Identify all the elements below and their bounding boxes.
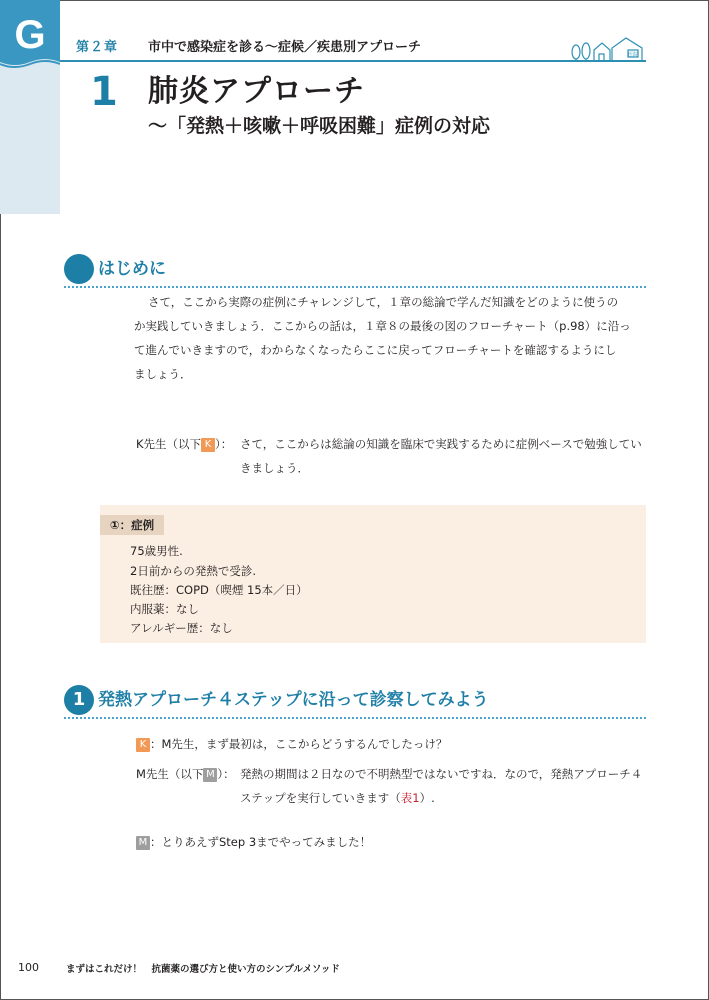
speaker-name: M先生（以下 <box>136 767 204 781</box>
houses-illustration <box>568 34 646 62</box>
heading-bullet <box>64 254 94 284</box>
intro-heading-label: はじめに <box>98 259 166 279</box>
section-subtitle: ～「発熱＋咳嗽＋呼吸困難」症例の対応 <box>148 115 491 137</box>
speaker-colon: ： <box>220 437 233 451</box>
k-tag: K <box>201 438 215 452</box>
dialog-k-question <box>136 732 447 756</box>
section2-number: 1 <box>64 685 94 715</box>
dialog-m-reply <box>136 830 371 854</box>
page-number: 100 <box>18 961 39 974</box>
speaker-end: ） <box>215 437 221 451</box>
case-line: アレルギー歴：なし <box>130 621 233 635</box>
speaker-m-text <box>240 762 650 810</box>
intro-line: さて，ここから実際の症例にチャレンジして，１章の総論で学んだ知識をどのように使うの <box>148 295 619 309</box>
intro-heading <box>64 252 646 288</box>
section-title: 肺炎アプローチ <box>148 74 365 109</box>
chapter-header <box>60 28 646 62</box>
intro-paragraph <box>134 290 650 386</box>
clinic-sign: 医院 <box>627 52 639 58</box>
case-box <box>100 505 646 643</box>
dialog-line: 発熱の期間は２日なので不明熱型ではないですね．なので，発熱アプローチ４ <box>240 767 643 781</box>
case-line: 75歳男性. <box>130 544 183 558</box>
section2-heading-label: 発熱アプローチ４ステップに沿って診察してみよう <box>98 690 489 710</box>
chapter-g-badge <box>0 0 60 70</box>
dialog-text: ：とりあえずStep 3までやってみました！ <box>150 835 372 849</box>
intro-line: か実践していきましょう．ここからの話は，１章８の最後の図のフローチャート（p.98）に沿っ <box>134 319 631 333</box>
m-tag: M <box>203 768 217 782</box>
k-tag: K <box>136 738 150 752</box>
badge-letter: G <box>14 13 46 57</box>
dialog-line: さて，ここからは総論の知識を臨床で実践するために症例ベースで勉強してい <box>240 437 642 451</box>
dialog-text: ：M先生，まず最初は，ここからどうするんでしたっけ？ <box>150 737 448 751</box>
intro-line: ましょう． <box>134 367 192 381</box>
speaker-end: ） <box>217 767 224 781</box>
case-line: 既往歴：COPD（喫煙 15本／日） <box>130 583 308 597</box>
dialog-text: ）. <box>419 791 435 805</box>
book-title: まずはこれだけ！ 抗菌薬の選び方と使い方のシンプルメソッド <box>66 964 340 975</box>
table-ref-link[interactable]: 表1 <box>400 791 420 805</box>
speaker-name: K先生（以下 <box>136 437 202 451</box>
speaker-k-label <box>136 432 232 456</box>
m-tag: M <box>136 836 150 850</box>
section2-heading <box>64 683 646 719</box>
chapter-label: 第２章 <box>76 40 119 55</box>
chapter-title: 市中で感染症を診る～症候／疾患別アプローチ <box>148 40 422 55</box>
dialog-line: きましょう． <box>240 461 309 475</box>
case-line: 内服薬：なし <box>130 602 199 616</box>
speaker-m-label <box>136 762 235 786</box>
section-number: 1 <box>90 69 118 115</box>
speaker-colon: ： <box>223 767 235 781</box>
case-line: 2日前からの発熱で受診. <box>130 564 256 578</box>
case-label: ①：症例 <box>100 515 164 535</box>
dialog-text: ステップを実行していきます（ <box>240 791 401 805</box>
dialog-line <box>240 786 650 810</box>
intro-line: て進んでいきますので，わからなくなったらここに戻ってフローチャートを確認するようにし <box>134 343 617 357</box>
speaker-k-text <box>240 432 650 480</box>
